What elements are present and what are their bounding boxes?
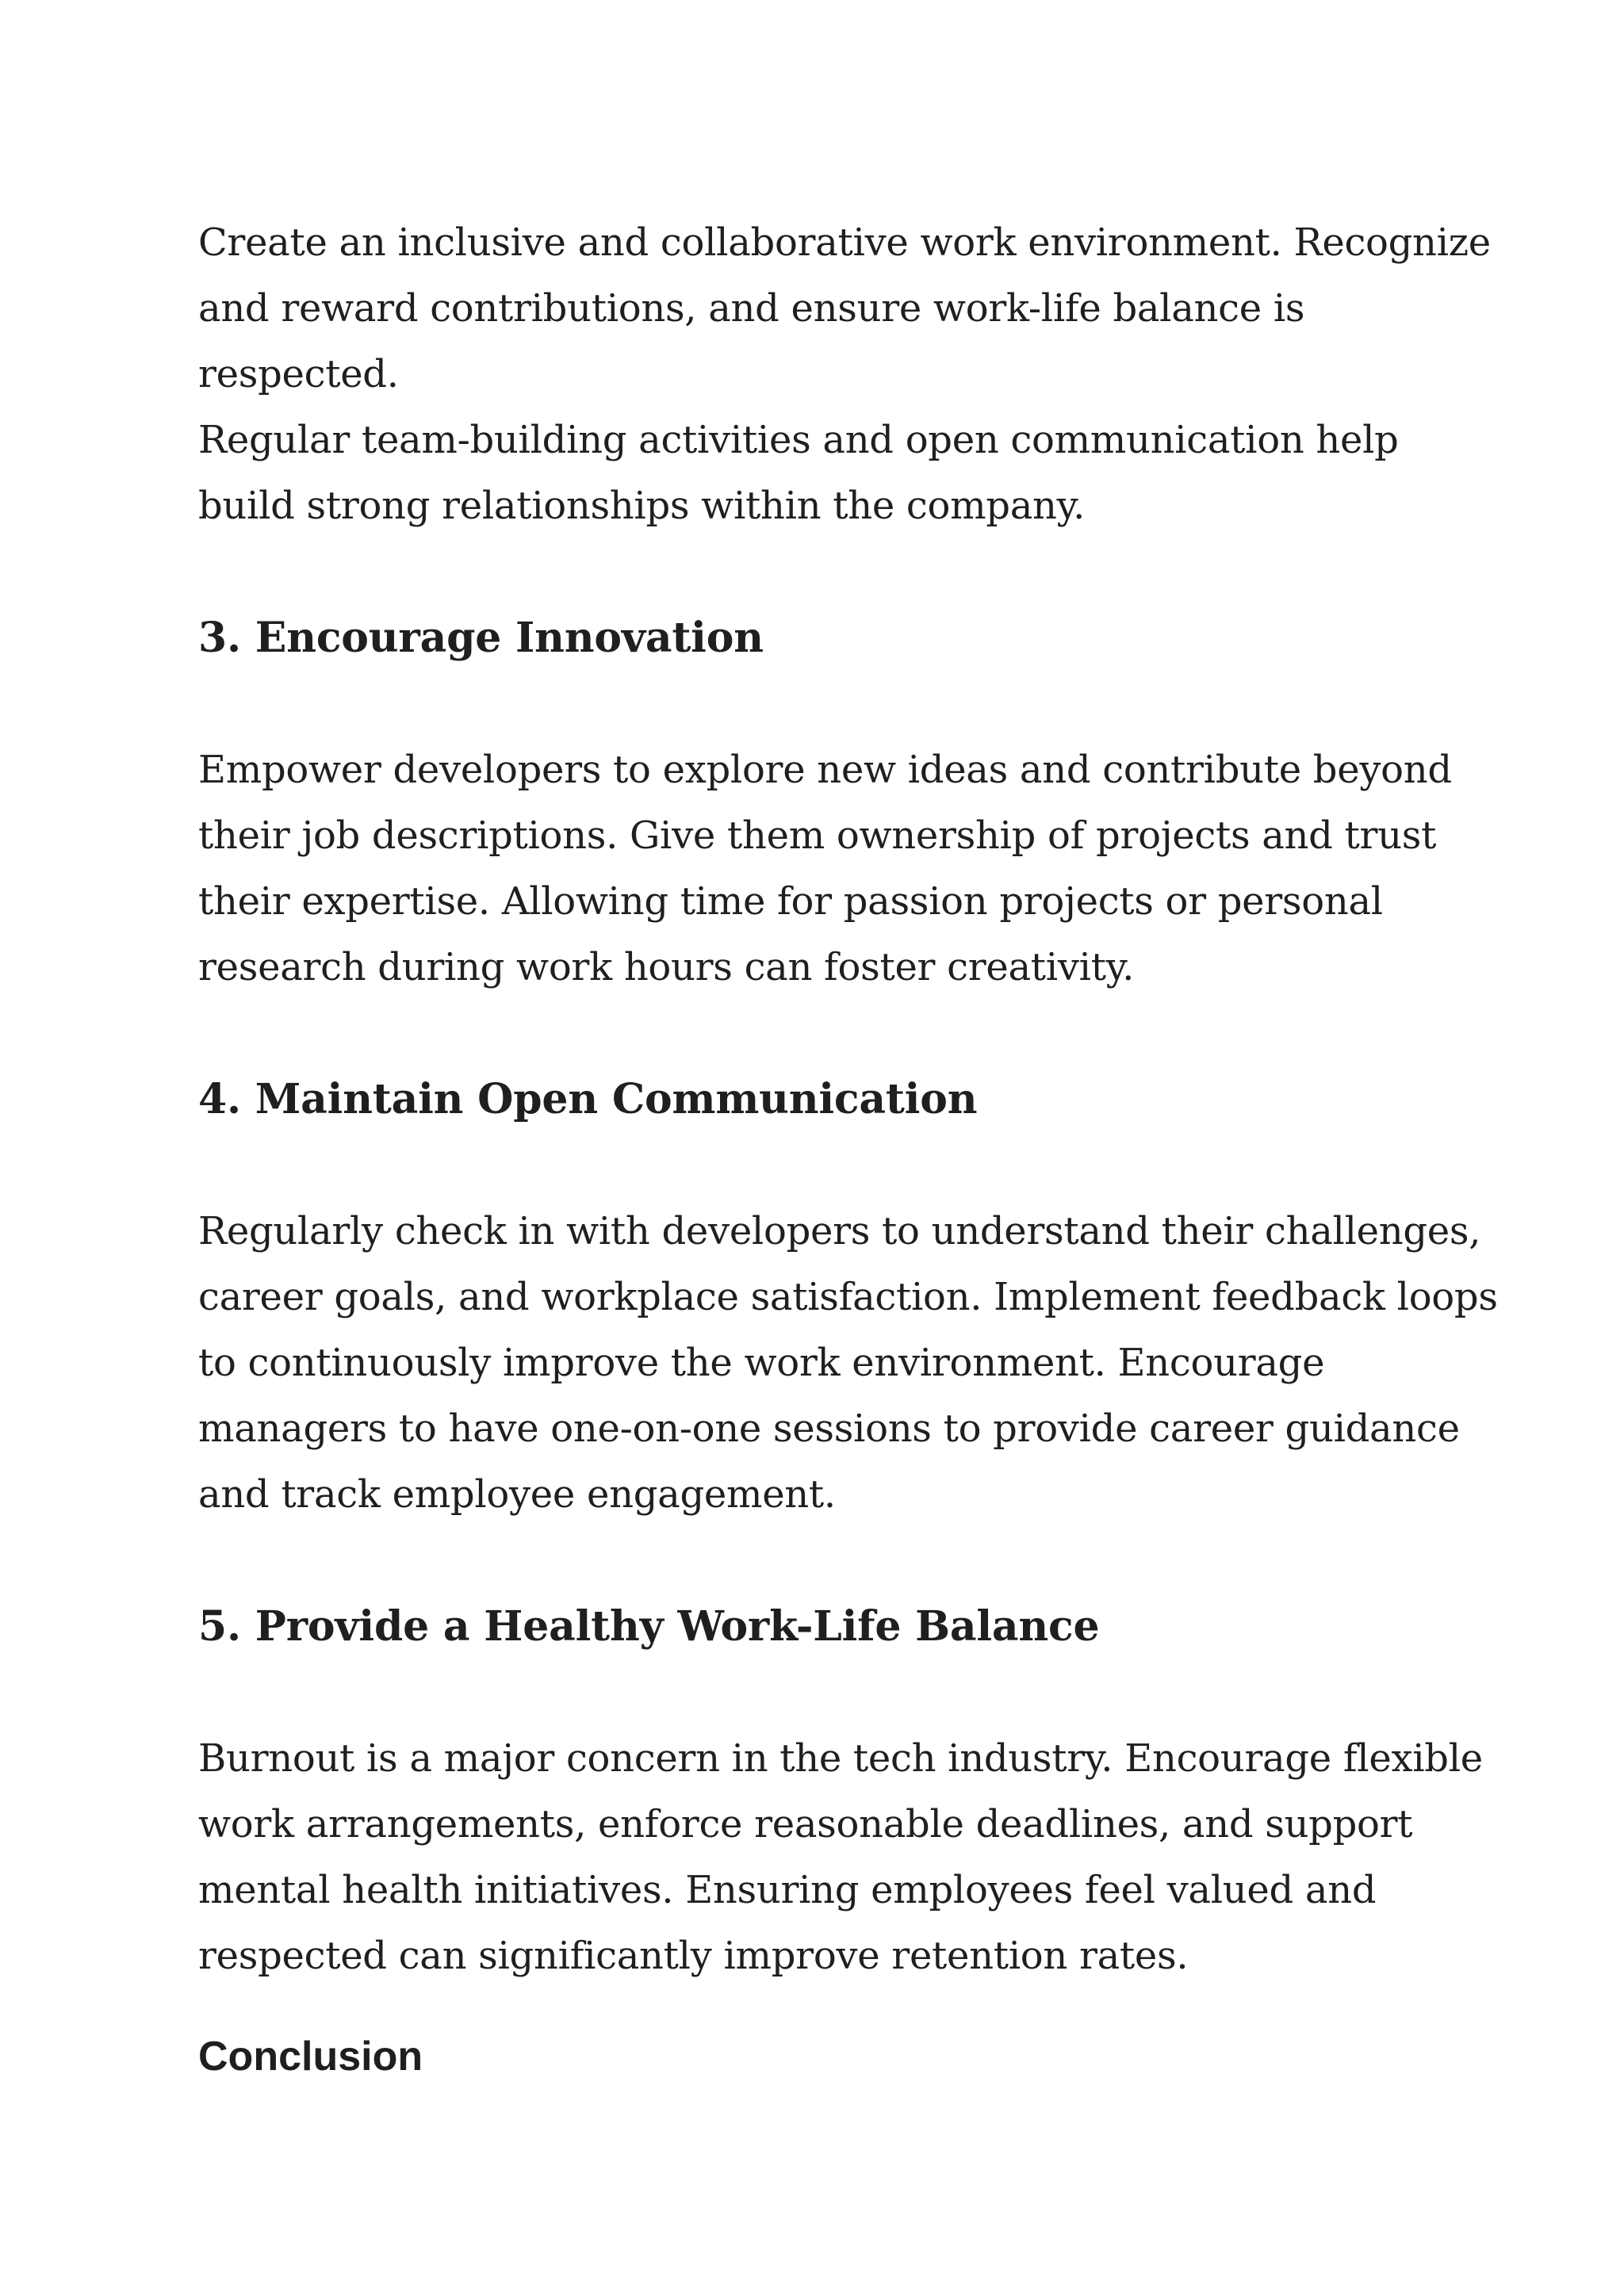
section-heading-encourage-innovation: 3. Encourage Innovation (198, 614, 764, 662)
section-body-encourage-innovation: Empower developers to explore new ideas and contribute beyond their job descriptions. Give them ownership of projects and trust their expertise. Allowing time for passion projects or personal research during work hours can foster creativity. (198, 748, 1452, 989)
section-heading-open-communication: 4. Maintain Open Communication (198, 1075, 978, 1123)
section-heading-work-life-balance: 5. Provide a Healthy Work-Life Balance (198, 1602, 1100, 1651)
section-body-open-communication: Regularly check in with developers to understand their challenges, career goals, and workplace satisfaction. Implement feedback loops to continuously improve the work environment. Encourage managers to have one-on-one sessions to provide career guidance and track employee engagement. (198, 1209, 1498, 1517)
document-page (198, 210, 1499, 2084)
conclusion-heading: Conclusion (198, 2034, 423, 2080)
section-body-work-life-balance: Burnout is a major concern in the tech industry. Encourage flexible work arrangements, enforce reasonable deadlines, and support mental health initiatives. Ensuring employees feel valued and respected can significantly improve retention rates. (198, 1736, 1483, 1978)
intro-paragraph: Create an inclusive and collaborative work environment. Recognize and reward contributions, and ensure work-life balance is respected. Regular team-building activities and open communication help build strong relationships within the company. (198, 220, 1491, 528)
